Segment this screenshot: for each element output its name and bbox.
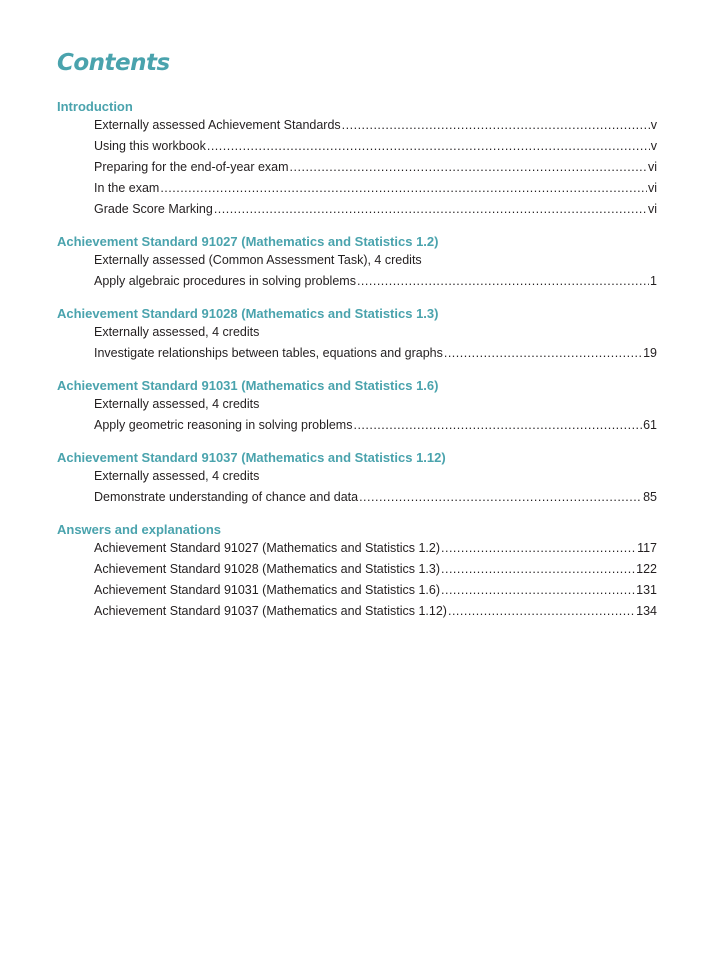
toc-entry[interactable] — [57, 272, 657, 290]
toc-section-as-91028 — [57, 305, 657, 362]
toc-entry-label: Preparing for the end-of-year exam — [94, 160, 289, 174]
toc-entry[interactable] — [57, 488, 657, 506]
assessment-note: Externally assessed, 4 credits — [94, 325, 260, 339]
section-heading: Achievement Standard 91027 (Mathematics and Statistics 1.2) — [57, 234, 439, 249]
toc-section-as-91037 — [57, 449, 657, 506]
dot-leader — [342, 116, 650, 134]
section-heading: Answers and explanations — [57, 522, 221, 537]
toc-entry[interactable] — [57, 560, 657, 578]
toc-entry[interactable] — [57, 179, 657, 197]
toc-entry[interactable] — [57, 116, 657, 134]
toc-entry-label: Using this workbook — [94, 139, 206, 153]
dot-leader — [353, 416, 642, 434]
toc-section-answers — [57, 521, 657, 620]
toc-entry-label: Apply geometric reasoning in solving problems — [94, 418, 353, 432]
section-heading: Introduction — [57, 99, 133, 114]
dot-leader — [207, 137, 650, 155]
assessment-note: Externally assessed (Common Assessment Task), 4 credits — [94, 253, 422, 267]
section-heading: Achievement Standard 91031 (Mathematics and Statistics 1.6) — [57, 378, 439, 393]
table-of-contents — [57, 98, 657, 635]
section-heading: Achievement Standard 91037 (Mathematics and Statistics 1.12) — [57, 450, 446, 465]
toc-entry-page: vi — [647, 181, 657, 195]
dot-leader — [441, 581, 635, 599]
toc-entry[interactable] — [57, 581, 657, 599]
toc-entry-page: 1 — [650, 274, 657, 288]
toc-entry-label: Apply algebraic procedures in solving problems — [94, 274, 356, 288]
toc-entry-page: 117 — [637, 541, 657, 555]
toc-entry-page: vi — [647, 160, 657, 174]
toc-entry-page: v — [650, 118, 657, 132]
assessment-note: Externally assessed, 4 credits — [94, 397, 260, 411]
dot-leader — [448, 602, 635, 620]
dot-leader — [214, 200, 647, 218]
toc-section-introduction — [57, 98, 657, 218]
page-title: Contents — [57, 50, 170, 76]
toc-section-as-91031 — [57, 377, 657, 434]
toc-entry[interactable] — [57, 344, 657, 362]
toc-entry-page: 131 — [636, 583, 657, 597]
dot-leader — [441, 539, 636, 557]
assessment-note: Externally assessed, 4 credits — [94, 469, 260, 483]
toc-entry[interactable] — [57, 602, 657, 620]
section-heading: Achievement Standard 91028 (Mathematics and Statistics 1.3) — [57, 306, 439, 321]
toc-entry-label: Achievement Standard 91027 (Mathematics and Statistics 1.2) — [94, 541, 441, 555]
toc-entry-label: Demonstrate understanding of chance and data — [94, 490, 359, 504]
toc-entry-label: Achievement Standard 91028 (Mathematics and Statistics 1.3) — [94, 562, 441, 576]
toc-entry[interactable] — [57, 416, 657, 434]
toc-entry-page: 85 — [643, 490, 657, 504]
toc-entry-label: Grade Score Marking — [94, 202, 213, 216]
dot-leader — [441, 560, 635, 578]
toc-entry-label: Investigate relationships between tables, equations and graphs — [94, 346, 443, 360]
toc-entry-page: 122 — [636, 562, 657, 576]
toc-entry-label: In the exam — [94, 181, 160, 195]
dot-leader — [359, 488, 642, 506]
toc-entry-label: Achievement Standard 91031 (Mathematics and Statistics 1.6) — [94, 583, 441, 597]
dot-leader — [160, 179, 647, 197]
toc-entry-page: vi — [647, 202, 657, 216]
toc-entry[interactable] — [57, 158, 657, 176]
toc-entry-page: v — [650, 139, 657, 153]
toc-entry-label: Achievement Standard 91037 (Mathematics and Statistics 1.12) — [94, 604, 447, 618]
toc-section-as-91027 — [57, 233, 657, 290]
toc-entry-label: Externally assessed Achievement Standards — [94, 118, 341, 132]
toc-entry[interactable] — [57, 137, 657, 155]
toc-entry-page: 134 — [636, 604, 657, 618]
toc-entry-page: 61 — [643, 418, 657, 432]
dot-leader — [357, 272, 649, 290]
toc-entry[interactable] — [57, 200, 657, 218]
toc-entry-page: 19 — [643, 346, 657, 360]
toc-entry[interactable] — [57, 539, 657, 557]
dot-leader — [290, 158, 647, 176]
dot-leader — [444, 344, 642, 362]
